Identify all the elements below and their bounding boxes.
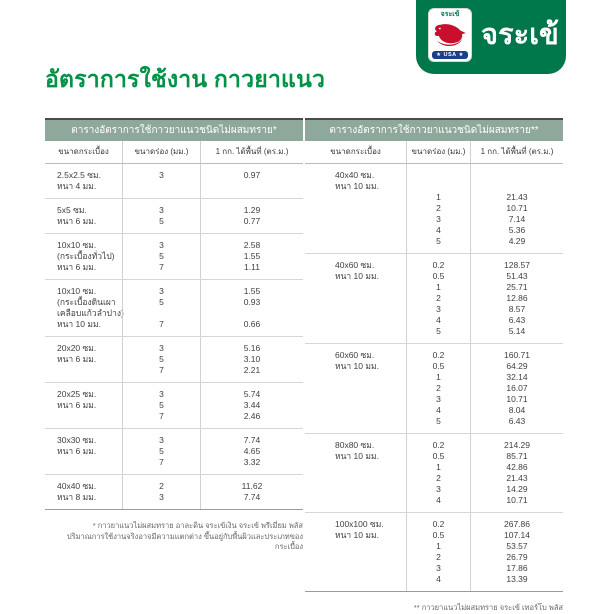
coverage-cell-line: 51.43 [506, 271, 528, 281]
groove-width-cell-line: 3 [159, 205, 164, 215]
coverage-cell-line: 128.57 [504, 260, 530, 270]
coverage-cell [200, 164, 303, 198]
coverage-cell-line: 16.07 [506, 383, 528, 393]
tile-size-cell [45, 234, 122, 279]
footnote-left [45, 521, 303, 553]
coverage-cell-line: 6.43 [508, 315, 526, 325]
tile-size-cell-line: 10x10 ซม. [57, 240, 97, 250]
table-row-group [45, 234, 303, 280]
tile-size-cell-line: 80x80 ซม. [335, 440, 375, 450]
groove-width-cell-line: 3 [436, 394, 441, 404]
tile-size-cell-line [335, 214, 406, 225]
groove-width-cell-line: 4 [436, 574, 441, 584]
groove-width-cell-line: 1 [436, 282, 441, 292]
coverage-cell [200, 199, 303, 233]
table-row-group [305, 344, 563, 434]
coverage-cell [470, 513, 563, 591]
tile-size-cell-line: หนา 10 มม. [335, 530, 379, 540]
groove-width-cell-line: 2 [436, 473, 441, 483]
groove-width-cell [122, 199, 200, 233]
coverage-cell-line: 7.14 [508, 214, 526, 224]
coverage-cell [200, 429, 303, 474]
groove-width-cell-line: 1 [436, 541, 441, 551]
groove-width-cell-line: 7 [159, 457, 164, 467]
tile-size-cell-line [335, 552, 406, 563]
groove-width-cell-line: 1 [436, 192, 441, 202]
groove-width-cell-line: 3 [436, 304, 441, 314]
coverage-cell [470, 164, 563, 253]
footnote-line: ** กาวยาแนวไม่ผสมทราย จระเข้ เทอร์โบ พลัส [413, 603, 563, 612]
tile-size-cell-line: 5x5 ซม. [57, 205, 87, 215]
coverage-cell [200, 234, 303, 279]
coverage-cell-line: 5.16 [243, 343, 261, 353]
coverage-cell-line: 32.14 [506, 372, 528, 382]
tile-size-cell-line [335, 563, 406, 574]
coverage-cell [200, 337, 303, 382]
tile-size-cell-line [335, 484, 406, 495]
grout-table-unsanded [45, 118, 303, 510]
tile-size-cell-line [335, 304, 406, 315]
tile-size-cell [45, 199, 122, 233]
coverage-cell-line: 0.77 [243, 216, 261, 226]
coverage-cell-line: 2.21 [243, 365, 261, 375]
tile-size-cell-line: หนา 6 มม. [57, 216, 97, 226]
coverage-cell [470, 254, 563, 343]
tile-size-cell [45, 337, 122, 382]
coverage-cell-line: 0.66 [243, 319, 261, 329]
groove-width-cell-line: 3 [159, 389, 164, 399]
groove-width-cell-line: 3 [436, 563, 441, 573]
tile-size-cell-line: หนา 10 มม. [335, 271, 379, 281]
coverage-cell-line: 107.14 [504, 530, 530, 540]
groove-width-cell-line: 0.5 [432, 361, 445, 371]
tile-size-cell-line: (กระเบื้องทั่วไป) [57, 251, 115, 261]
coverage-cell-line: 2.46 [243, 411, 261, 421]
coverage-cell-line: 1.55 [243, 286, 261, 296]
groove-width-cell [122, 234, 200, 279]
tile-size-cell [45, 280, 122, 336]
groove-width-cell-line [123, 308, 200, 319]
groove-width-cell-line: 0.2 [432, 519, 445, 529]
tile-size-cell-line: หนา 6 มม. [57, 446, 97, 456]
tile-size-cell-line [335, 405, 406, 416]
coverage-cell-line: 0.93 [243, 297, 261, 307]
groove-width-cell-line: 3 [159, 240, 164, 250]
tile-size-cell-line [335, 372, 406, 383]
tile-size-cell-line [335, 473, 406, 484]
table-row-group [45, 383, 303, 429]
left-table-column [45, 118, 303, 614]
coverage-cell-line: 14.29 [506, 484, 528, 494]
coverage-cell [200, 475, 303, 509]
tile-size-cell [305, 434, 406, 512]
groove-width-cell-line: 0.5 [432, 451, 445, 461]
tile-size-cell-line: 20x25 ซม. [57, 389, 97, 399]
groove-width-cell-line: 4 [436, 225, 441, 235]
tile-size-cell-line: 20x20 ซม. [57, 343, 97, 353]
groove-width-cell [406, 254, 470, 343]
tile-size-cell-line [335, 326, 406, 337]
coverage-cell-line [201, 308, 303, 319]
coverage-cell-line: 4.29 [508, 236, 526, 246]
coverage-cell-line: 3.44 [243, 400, 261, 410]
coverage-cell-line: 1.11 [244, 262, 260, 272]
coverage-cell-line: 11.62 [241, 481, 263, 491]
groove-width-cell-line: 3 [436, 214, 441, 224]
table-row-group [305, 513, 563, 591]
groove-width-cell-line: 4 [436, 405, 441, 415]
coverage-cell-line: 21.43 [506, 192, 528, 202]
coverage-cell-line: 1.55 [243, 251, 261, 261]
coverage-cell-line: 26.79 [506, 552, 528, 562]
coverage-cell-line: 4.65 [243, 446, 261, 456]
usa-banner: ★ USA ★ [432, 51, 468, 59]
groove-width-cell-line: 5 [436, 416, 441, 426]
tile-size-cell-line [335, 293, 406, 304]
groove-width-cell [122, 337, 200, 382]
tile-size-cell-line [335, 394, 406, 405]
groove-width-cell-line: 5 [436, 326, 441, 336]
groove-width-cell-line: 5 [159, 251, 164, 261]
col-header-coverage: 1 กก. ได้พื้นที่ (ตร.ม.) [200, 141, 303, 163]
groove-width-cell-line: 5 [159, 216, 164, 226]
coverage-cell-line: 5.74 [243, 389, 261, 399]
brand-logo [416, 0, 566, 74]
table-column-headers [45, 141, 303, 164]
tile-size-cell-line [335, 574, 406, 585]
tile-size-cell-line: หนา 6 มม. [57, 400, 97, 410]
tile-size-cell [305, 254, 406, 343]
groove-width-cell-line [407, 181, 470, 192]
table-row-group [305, 254, 563, 344]
col-header-tile-size: ขนาดกระเบื้อง [58, 147, 109, 156]
groove-width-cell-line: 7 [159, 365, 164, 375]
tile-size-cell-line [335, 315, 406, 326]
groove-width-cell-line: 1 [436, 462, 441, 472]
tile-size-cell [305, 344, 406, 433]
tile-size-cell [45, 164, 122, 198]
groove-width-cell [122, 280, 200, 336]
coverage-cell-line: 12.86 [506, 293, 528, 303]
groove-width-cell-line: 5 [159, 400, 164, 410]
table-row-group [45, 280, 303, 337]
tile-size-cell-line [335, 462, 406, 473]
tile-size-cell-line: 100x100 ซม. [335, 519, 384, 529]
col-header-groove-width: ขนาดร่อง (มม.) [122, 141, 200, 163]
tile-size-cell-line: หนา 8 มม. [57, 492, 97, 502]
groove-width-cell-line: 4 [436, 495, 441, 505]
groove-width-cell-line [123, 181, 200, 192]
coverage-cell-line [201, 181, 303, 192]
tile-size-cell [45, 475, 122, 509]
table-row-group [45, 475, 303, 509]
tile-size-cell-line: หนา 4 มม. [57, 181, 97, 191]
tile-size-cell-line [335, 192, 406, 203]
groove-width-cell-line: 3 [159, 286, 164, 296]
groove-width-cell-line: 0.2 [432, 260, 445, 270]
tile-size-cell-line: 10x10 ซม. [57, 286, 97, 296]
groove-width-cell [122, 383, 200, 428]
coverage-cell-line: 214.29 [504, 440, 530, 450]
coverage-cell-line: 267.86 [504, 519, 530, 529]
groove-width-cell-line: 3 [159, 435, 164, 445]
groove-width-cell-line: 0.5 [432, 271, 445, 281]
tile-size-cell-line [57, 457, 122, 468]
footnote-right [305, 603, 563, 614]
coverage-cell-line: 7.74 [243, 435, 261, 445]
table-title: ตารางอัตราการใช้กาวยาแนวชนิดไม่ผสมทราย* [45, 118, 303, 141]
groove-width-cell-line: 4 [436, 315, 441, 325]
groove-width-cell [406, 344, 470, 433]
tile-size-cell-line: เคลือบแก้วลำปาง) [57, 308, 124, 318]
groove-width-cell-line: 2 [436, 552, 441, 562]
coverage-cell [200, 280, 303, 336]
tile-size-cell-line [335, 541, 406, 552]
coverage-cell-line: 25.71 [506, 282, 528, 292]
groove-width-cell-line [407, 170, 470, 181]
groove-width-cell [122, 475, 200, 509]
tile-size-cell-line: หนา 6 มม. [57, 262, 97, 272]
groove-width-cell-line: 1 [436, 372, 441, 382]
tile-size-cell-line: หนา 6 มม. [57, 354, 97, 364]
groove-width-cell-line: 5 [159, 446, 164, 456]
tile-size-cell-line: 2.5x2.5 ซม. [57, 170, 101, 180]
tile-size-cell-line: 40x40 ซม. [57, 481, 97, 491]
tile-size-cell [45, 429, 122, 474]
coverage-cell-line: 21.43 [506, 473, 528, 483]
groove-width-cell-line: 5 [159, 354, 164, 364]
col-header-tile-size: ขนาดกระเบื้อง [330, 147, 381, 156]
coverage-cell-line: 8.57 [508, 304, 526, 314]
coverage-cell-line: 2.58 [243, 240, 261, 250]
groove-width-cell-line: 3 [159, 492, 164, 502]
tile-size-cell-line [335, 203, 406, 214]
tile-size-cell-line [335, 495, 406, 506]
coverage-cell-line: 3.32 [243, 457, 261, 467]
tile-size-cell-line [335, 236, 406, 247]
tile-size-cell-line: 60x60 ซม. [335, 350, 375, 360]
tile-size-cell-line: หนา 10 มม. [335, 451, 379, 461]
coverage-cell-line: 0.97 [243, 170, 261, 180]
grout-table-unsanded-turbo [305, 118, 563, 592]
groove-width-cell-line: 3 [159, 170, 164, 180]
groove-width-cell [406, 513, 470, 591]
badge-brand-text: จระเข้ [440, 11, 460, 18]
coverage-cell-line: 64.29 [506, 361, 528, 371]
brand-name: จระเข้ [481, 19, 559, 51]
coverage-cell-line: 53.57 [506, 541, 528, 551]
groove-width-cell [122, 164, 200, 198]
groove-width-cell-line: 5 [436, 236, 441, 246]
table-row-group [45, 164, 303, 199]
coverage-cell [470, 434, 563, 512]
coverage-cell-line [471, 170, 563, 181]
coverage-cell-line: 6.43 [508, 416, 526, 426]
coverage-cell-line: 42.86 [506, 462, 528, 472]
table-row-group [305, 164, 563, 254]
tile-size-cell-line [57, 411, 122, 422]
table-column-headers [305, 141, 563, 164]
tables-area [45, 118, 563, 614]
coverage-cell-line: 85.71 [506, 451, 528, 461]
tile-size-cell-line: 40x60 ซม. [335, 260, 375, 270]
table-row-group [305, 434, 563, 513]
coverage-cell-line: 5.36 [508, 225, 526, 235]
tile-size-cell [305, 164, 406, 253]
groove-width-cell-line: 3 [159, 343, 164, 353]
groove-width-cell-line: 5 [159, 297, 164, 307]
crocodile-icon [431, 22, 469, 48]
coverage-cell-line: 5.14 [508, 326, 526, 336]
table-row-group [45, 199, 303, 234]
groove-width-cell-line: 2 [436, 293, 441, 303]
tile-size-cell-line [335, 225, 406, 236]
groove-width-cell-line: 0.2 [432, 440, 445, 450]
coverage-cell-line: 1.29 [243, 205, 261, 215]
coverage-cell-line: 160.71 [504, 350, 530, 360]
crocodile-badge [428, 8, 472, 62]
tile-size-cell-line: หนา 10 มม. [335, 181, 379, 191]
groove-width-cell [406, 164, 470, 253]
table-title: ตารางอัตราการใช้กาวยาแนวชนิดไม่ผสมทราย** [305, 118, 563, 141]
page-title: อัตราการใช้งาน กาวยาแนว [45, 66, 326, 92]
coverage-cell-line: 10.71 [506, 394, 528, 404]
tile-size-cell-line: หนา 10 มม. [335, 361, 379, 371]
groove-width-cell-line: 3 [436, 484, 441, 494]
table-body [45, 164, 303, 509]
coverage-cell [470, 344, 563, 433]
groove-width-cell [122, 429, 200, 474]
coverage-cell [200, 383, 303, 428]
tile-size-cell-line [335, 416, 406, 427]
tile-size-cell-line: 40x40 ซม. [335, 170, 375, 180]
coverage-cell-line [471, 181, 563, 192]
groove-width-cell-line: 2 [436, 383, 441, 393]
coverage-cell-line: 13.39 [506, 574, 528, 584]
footnote-line: * กาวยาแนวไม่ผสมทราย อาละดิน จระเข้เงิน จระเข้ พรีเมี่ยม พลัส [92, 521, 303, 530]
tile-size-cell [305, 513, 406, 591]
table-row-group [45, 337, 303, 383]
coverage-cell-line: 10.71 [506, 495, 528, 505]
coverage-cell-line: 17.86 [506, 563, 528, 573]
tile-size-cell [45, 383, 122, 428]
coverage-cell-line: 3.10 [243, 354, 261, 364]
tile-size-cell-line: (กระเบื้องดินเผา [57, 297, 116, 307]
groove-width-cell-line: 2 [159, 481, 164, 491]
right-table-column [305, 118, 563, 614]
groove-width-cell-line: 0.2 [432, 350, 445, 360]
col-header-groove-width: ขนาดร่อง (มม.) [406, 141, 470, 163]
groove-width-cell-line: 2 [436, 203, 441, 213]
coverage-cell-line: 8.04 [508, 405, 526, 415]
table-body [305, 164, 563, 591]
tile-size-cell-line: หนา 10 มม. [57, 319, 101, 329]
groove-width-cell-line: 7 [159, 411, 164, 421]
tile-size-cell-line [335, 383, 406, 394]
tile-size-cell-line [335, 282, 406, 293]
groove-width-cell [406, 434, 470, 512]
tile-size-cell-line [57, 365, 122, 376]
groove-width-cell-line: 7 [159, 319, 164, 329]
table-row-group [45, 429, 303, 475]
footnote-line: ปริมาณการใช้งานจริงอาจมีความแตกต่าง ขึ้นอยู่กับพื้นผิวและประเภทของกระเบื้อง [66, 531, 303, 551]
groove-width-cell-line: 7 [159, 262, 164, 272]
coverage-cell-line: 7.74 [243, 492, 261, 502]
groove-width-cell-line: 0.5 [432, 530, 445, 540]
coverage-cell-line: 10.71 [506, 203, 528, 213]
tile-size-cell-line: 30x30 ซม. [57, 435, 97, 445]
col-header-coverage: 1 กก. ได้พื้นที่ (ตร.ม.) [470, 141, 563, 163]
